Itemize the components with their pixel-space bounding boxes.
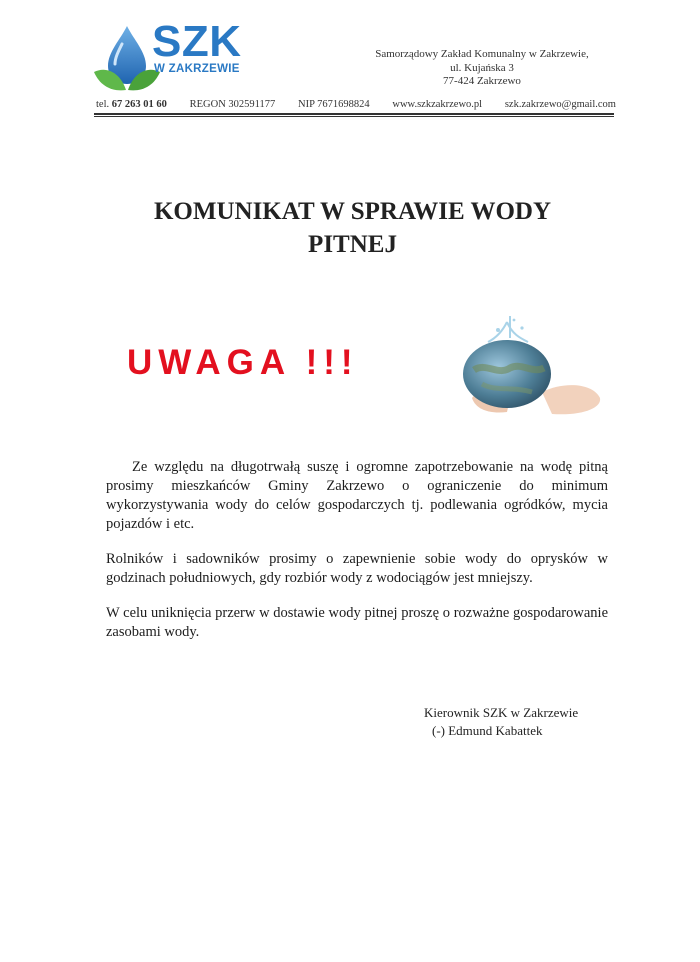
signature-block bbox=[424, 704, 578, 740]
phone-number: 67 263 01 60 bbox=[111, 99, 167, 110]
phone-label: tel. bbox=[96, 99, 110, 110]
company-logo bbox=[92, 17, 272, 98]
address-line: Samorządowy Zakład Komunalny w Zakrzewie, bbox=[375, 48, 589, 60]
logo-subtitle: W ZAKRZEWIE bbox=[154, 63, 240, 75]
email-link[interactable]: szk.zakrzewo@gmail.com bbox=[504, 99, 616, 110]
contact-line bbox=[96, 99, 616, 110]
company-address bbox=[352, 48, 612, 89]
signature-name: (-) Edmund Kabattek bbox=[432, 723, 543, 738]
notice-paragraph: Ze względu na długotrwałą suszę i ogromne zapotrzebowanie na wodę pitną prosimy mieszkańców Gminy Zakrzewo o ograniczenie do minimum wykorzystywania wody do celów gospodarczych tj. podlewania ogródków, mycia pojazdów i etc. bbox=[106, 459, 608, 532]
title-line: KOMUNIKAT W SPRAWIE WODY bbox=[153, 198, 552, 225]
notice-body bbox=[106, 458, 608, 642]
notice-paragraph: Rolników i sadowników prosimy o zapewnienie sobie wody do oprysków w godzinach południowych, gdy rozbiór wody z wodociągów jest mniejszy. bbox=[106, 551, 608, 586]
signature-role: Kierownik SZK w Zakrzewie bbox=[424, 705, 579, 720]
phone bbox=[96, 99, 167, 110]
nip: NIP 7671698824 bbox=[298, 99, 370, 110]
website-link[interactable]: www.szkzakrzewo.pl bbox=[392, 99, 483, 110]
notice-paragraph: W celu uniknięcia przerw w dostawie wody pitnej proszę o rozważne gospodarowanie zasobami wody. bbox=[106, 605, 608, 640]
title-line: PITNEJ bbox=[308, 231, 397, 258]
address-line: 77-424 Zakrzewo bbox=[443, 75, 521, 87]
header-divider bbox=[94, 113, 614, 117]
logo-name: SZK bbox=[152, 17, 242, 66]
water-globe-hands-icon bbox=[452, 312, 602, 422]
regon: REGON 302591177 bbox=[189, 99, 276, 110]
address-line: ul. Kujańska 3 bbox=[450, 61, 514, 74]
document-title bbox=[80, 195, 625, 261]
warning-heading: UWAGA !!! bbox=[127, 343, 359, 382]
